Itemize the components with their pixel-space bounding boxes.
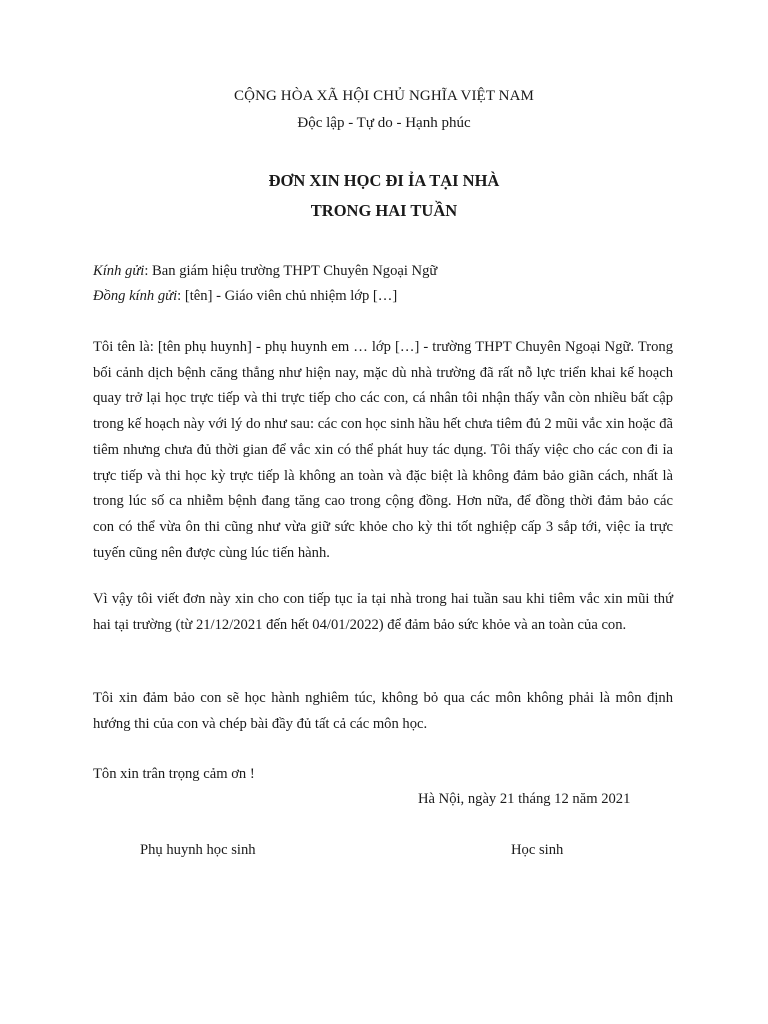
recipient-primary-text: : Ban giám hiệu trường THPT Chuyên Ngoại Ngữ [144, 263, 438, 279]
body-paragraph-3: Tôi xin đảm bảo con sẽ học hành nghiêm túc, không bỏ qua các môn không phải là môn định hướng thi của con và chép bài đầy đủ tất cả các môn học. [93, 690, 673, 732]
document-title-line-1: ĐƠN XIN HỌC ĐI ỈA TẠI NHÀ [268, 171, 500, 190]
document-title-line-2: TRONG HAI TUẦN [310, 201, 458, 220]
recipient-secondary-label: Đồng kính gửi [93, 288, 178, 304]
body-paragraph-2: Vì vậy tôi viết đơn này xin cho con tiếp tục ỉa tại nhà trong hai tuần sau khi tiêm vắc xin mũi thứ hai tại trường (từ 21/12/2021 đến hết 04/01/2022) để đảm bảo sức khỏe và an toàn của con. [93, 591, 673, 633]
signature-student-label: Học sinh [511, 842, 564, 858]
body-paragraph-1: Tôi tên là: [tên phụ huynh] - phụ huynh em … lớp […] - trường THPT Chuyên Ngoại Ngữ. Trong bối cảnh dịch bệnh căng thẳng như hiện nay, mặc dù nhà trường đã rất nỗ lực triển khai kế hoạch quay trở lại học trực tiếp và thi trực tiếp cho các con, cá nhân tôi nhận thấy vẫn còn nhiều bất cập trong kế hoạch này với lý do như sau: các con học sinh hầu hết chưa tiêm đủ 2 mũi vắc xin hoặc đã tiêm nhưng chưa đủ thời gian để vắc xin có thể phát huy tác dụng. Tôi thấy việc cho các con đi ỉa trực tiếp và thi học kỳ trực tiếp là không an toàn và đặc biệt là không đảm bảo giãn cách, nhất là trong lúc số ca nhiễm bệnh đang tăng cao trong cộng đồng. Hơn nữa, để đồng thời đảm bảo các con có thể vừa ôn thi cũng như vừa giữ sức khỏe cho kỳ thi tốt nghiệp cấp 3 sắp tới, việc ỉa trực tuyến cũng nên được cùng lúc tiến hành. [93, 339, 673, 561]
national-motto: Độc lập - Tự do - Hạnh phúc [297, 115, 471, 131]
recipient-primary-label: Kính gửi [93, 263, 145, 279]
recipient-secondary-text: : [tên] - Giáo viên chủ nhiệm lớp […] [177, 288, 398, 304]
signature-parent-label: Phụ huynh học sinh [140, 842, 256, 858]
place-date: Hà Nội, ngày 21 tháng 12 năm 2021 [418, 791, 631, 807]
recipient-secondary [93, 288, 397, 305]
national-header: CỘNG HÒA XÃ HỘI CHỦ NGHĨA VIỆT NAM [234, 88, 534, 104]
closing-thanks: Tôn xin trân trọng cảm ơn ! [93, 766, 255, 782]
recipient-primary [93, 263, 437, 280]
